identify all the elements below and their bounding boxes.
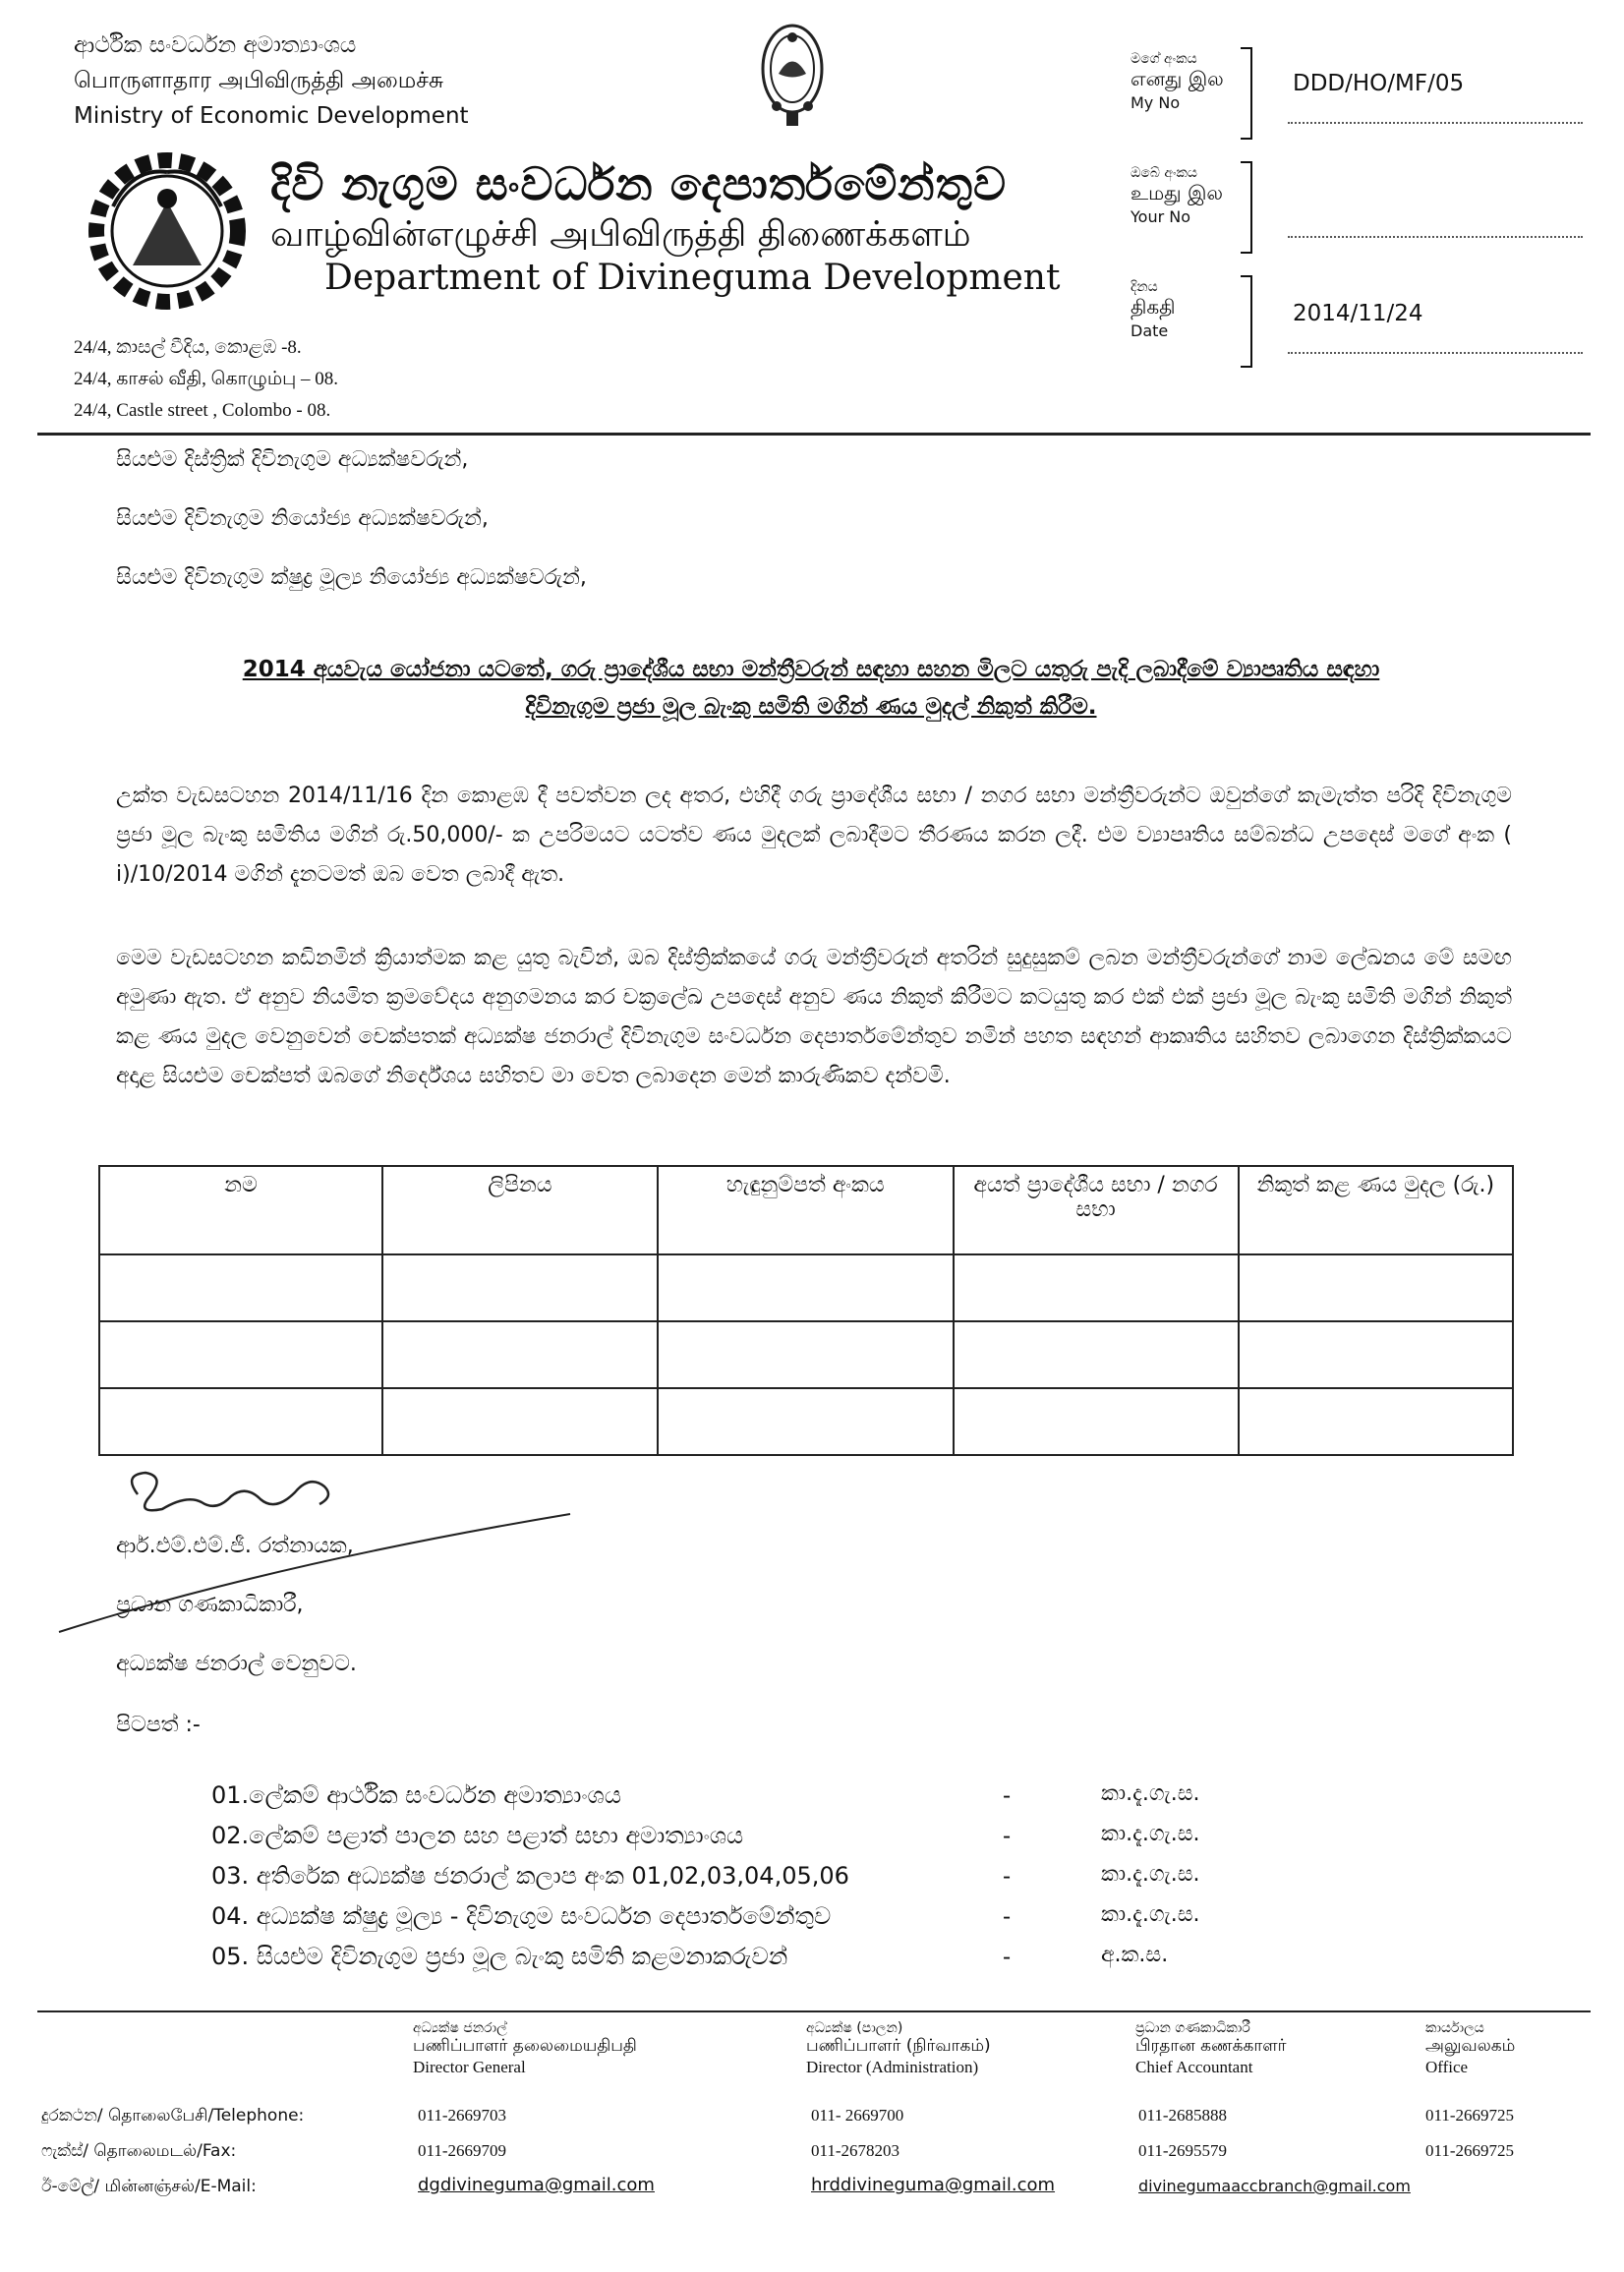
department-title-tamil: வாழ்வின்எழுச்சி அபிவிருத்தி திணைக்களம் [270,214,971,255]
fax-label: ෆැක්ස්/ தொலைமடல்/Fax: [41,2141,237,2161]
copy-code: කා.දැ.ගැ.ස. [1101,1862,1200,1887]
department-title-sinhala: දිවි නැගුම සංවර්ධන දෙපාර්තමේන්තුව [270,157,1008,210]
footer-col-chief-accountant: ප්‍රධාන ගණකාධිකාරී பிரதான கணக்காளர் Chief Accountant [1135,2020,1287,2076]
email-link[interactable]: hrddivineguma@gmail.com [811,2175,1056,2195]
body-paragraph: උක්ත වැඩසටහන 2014/11/16 දින කොළඹ දී පවත්වන ලද අතර, එහිදී ගරු ප්‍රාදේශීය සභා / නගර සභා මන්ත්‍රීවරුන්ට ඔවුන්ගේ කැමැත්ත පරිදි දිවිනැගුම ප්‍රජා මූල බැංකු සමිතිය මගින් රු.50,000/- ක උපරිමයට යටත්ව ණය මුදලක් ලබාදීමට තීරණය කරන ලදී. එම ව්‍යාපෘතිය සම්බන්ධ උපදෙස් මගේ අංක ( i)/10/2014 මගින් දැනටමත් ඔබ වෙත ලබාදී ඇත. [116,784,1512,887]
copy-item: 02.ලේකම් පළාත් පාලන සහ පළාත් සභා අමාත්‍යාංශය [211,1822,744,1849]
table-row [99,1321,1513,1388]
fax-number: 011-2669709 [418,2141,507,2160]
signatory-on-behalf: අධ්‍යක්ෂ ජනරාල් වෙනුවට. [116,1652,357,1676]
email-link[interactable]: dgdivineguma@gmail.com [418,2175,655,2195]
copy-code: කා.දැ.ගැ.ස. [1101,1902,1200,1927]
telephone-number: 011- 2669700 [811,2106,904,2125]
recipient-line: සියළුම දිවිනැගුම නියෝජ්‍ය අධ්‍යක්ෂවරුන්, [116,506,489,531]
dotted-line [1288,352,1583,354]
ministry-block [74,28,469,134]
footer-col-director-general: අධ්‍යක්ෂ ජනරාල් பணிப்பாளர் தலைமையதிபதி Director General [413,2020,637,2076]
my-no-value: DDD/HO/MF/05 [1293,71,1465,96]
header-divider [37,433,1591,436]
state-emblem-icon [757,20,828,134]
copy-item: 05. සියළුම දිවිනැගුම ප්‍රජා මූල බැංකු සමිති කළමනාකරුවන් [211,1943,788,1970]
email-link[interactable]: divinegumaaccbranch@gmail.com [1138,2177,1411,2195]
telephone-number: 011-2685888 [1138,2106,1228,2125]
copies-label: පිටපත් :- [116,1713,201,1737]
body-paragraph: මෙම වැඩසටහන කඩිනමින් ක්‍රියාත්මක කළ යුතු බැවින්, ඔබ දිස්ත්‍රික්කයේ ගරු මන්ත්‍රීවරුන් අතරින් සුදුසුකම් ලබන මන්ත්‍රීවරුන්ගේ නාම ලේඛනය මේ සමඟ අමුණා ඇත. ඒ අනුව නියමිත ක්‍රමවේදය අනුගමනය කර චක්‍රලේඛ උපදෙස් අනුව ණය නිකුත් කිරීමට කටයුතු කර එක් එක් ප්‍රජා මූල බැංකු සමිති මගින් නිකුත් කළ ණය මුදල වෙනුවෙන් චෙක්පතක් අධ්‍යක්ෂ ජනරාල් දිවිනැගුම සංවර්ධන දෙපාර්තමේන්තුව නමින් පහත සඳහන් ආකෘතිය සහිතව ලබාගෙන දිස්ත්‍රික්කයට අදාළ සියළුම චෙක්පත් ඔබගේ නිර්දේශය සහිතව මා වෙත ලබාදෙන මෙන් කාරුණිකව දන්වමි. [116,946,1512,1088]
copy-item: 01.ලේකම් ආර්ථික සංවර්ධන අමාත්‍යාංශය [211,1781,621,1809]
table-header-cell: අයත් ප්‍රාදේශීය සභා / නගර සභා [954,1166,1239,1254]
my-no-labels: මගේ අංකය எனது இல My No [1131,51,1224,112]
footer-col-office: කාර්යාලය அலுவலகம் Office [1425,2020,1516,2076]
copy-code: අ.ක.ස. [1101,1943,1169,1967]
address-block [74,332,338,427]
copy-code: කා.දැ.ගැ.ස. [1101,1822,1200,1846]
telephone-number: 011-2669703 [418,2106,507,2125]
dotted-line [1288,122,1583,124]
table-row [99,1254,1513,1321]
fax-number: 011-2669725 [1425,2141,1515,2160]
department-title-english: Department of Divineguma Development [324,258,1061,298]
date-labels: දිනය திகதி Date [1131,279,1176,340]
copy-dash: - [1003,1862,1012,1890]
ministry-tamil: பொருளாதார அபிவிருத்தி அமைச்சு [74,68,444,93]
bracket [1241,47,1252,140]
department-logo-icon [74,147,261,319]
recipient-line: සියළුම දිවිනැගුම ක්ෂුද්‍ර මූල්‍ය නියෝජ්‍ය අධ්‍යක්ෂවරුන්, [116,565,587,590]
copy-code: කා.දැ.ගැ.ස. [1101,1781,1200,1806]
copy-dash: - [1003,1943,1012,1970]
table-header-cell: ලිපිනය [382,1166,658,1254]
ministry-sinhala: ආර්ථික සංවර්ධන අමාත්‍යාංශය [74,32,357,58]
address-sinhala: 24/4, කාසල් වීදිය, කොළඹ -8. [74,337,302,358]
ministry-english: Ministry of Economic Development [74,103,469,129]
copy-dash: - [1003,1781,1012,1809]
copy-dash: - [1003,1902,1012,1930]
date-value: 2014/11/24 [1293,301,1423,326]
table-header-cell: නම [99,1166,382,1254]
dotted-line [1288,236,1583,238]
recipient-line: සියළුම දිස්ත්‍රික් දිවිනැගුම අධ්‍යක්ෂවරුන්, [116,447,469,472]
copy-item: 04. අධ්‍යක්ෂ ක්ෂුද්‍ර මූල්‍ය - දිවිනැගුම සංවර්ධන දෙපාර්තමේන්තුව [211,1902,832,1930]
fax-number: 011-2678203 [811,2141,900,2160]
subject-heading: 2014 අයවැය යෝජනා යටතේ, ගරු ප්‍රාදේශීය සභා මන්ත්‍රීවරුන් සඳහා සහන මිලට යතුරු පැදි ලබාදීමේ ව්‍යාපෘතිය සඳහා දිවිනැගුම ප්‍රජා මූල බැංකු සමිති මගින් ණය මුදල් නිකුත් කිරීම. [242,657,1380,720]
table-header-cell: නිකුත් කළ ණය මුදල (රු.) [1239,1166,1513,1254]
signatory-title: ප්‍රධාන ගණකාධිකාරී, [116,1593,304,1617]
footer-divider [37,2010,1591,2012]
telephone-number: 011-2669725 [1425,2106,1515,2125]
copy-item: 03. අතිරේක අධ්‍යක්ෂ ජනරාල් කලාප අංක 01,02,03,04,05,06 [211,1862,849,1890]
table-header-cell: හැඳුනුම්පත් අංකය [658,1166,954,1254]
bracket [1241,275,1252,368]
address-english: 24/4, Castle street , Colombo - 08. [74,400,331,421]
copy-dash: - [1003,1822,1012,1849]
email-label: ඊ-මේල්/ மின்னஞ்சல்/E-Mail: [41,2177,257,2196]
bracket [1241,161,1252,254]
table-header-row [99,1166,1513,1254]
table-row [99,1388,1513,1455]
address-tamil: 24/4, காசல் வீதி, கொழும்பு – 08. [74,369,338,389]
your-no-labels: ඔබේ අංකය உமது இல Your No [1131,165,1223,226]
telephone-label: දුරකථන/ தொலைபேசி/Telephone: [41,2106,305,2126]
signatory-name: ආර්.එම්.එම්.ජී. රත්නායක, [116,1534,354,1558]
footer-col-director-admin: අධ්‍යක්ෂ (පාලන) பணிப்பாளர் (நிர்வாகம்) Director (Administration) [806,2020,991,2076]
borrower-details-table [98,1165,1514,1456]
fax-number: 011-2695579 [1138,2141,1228,2160]
